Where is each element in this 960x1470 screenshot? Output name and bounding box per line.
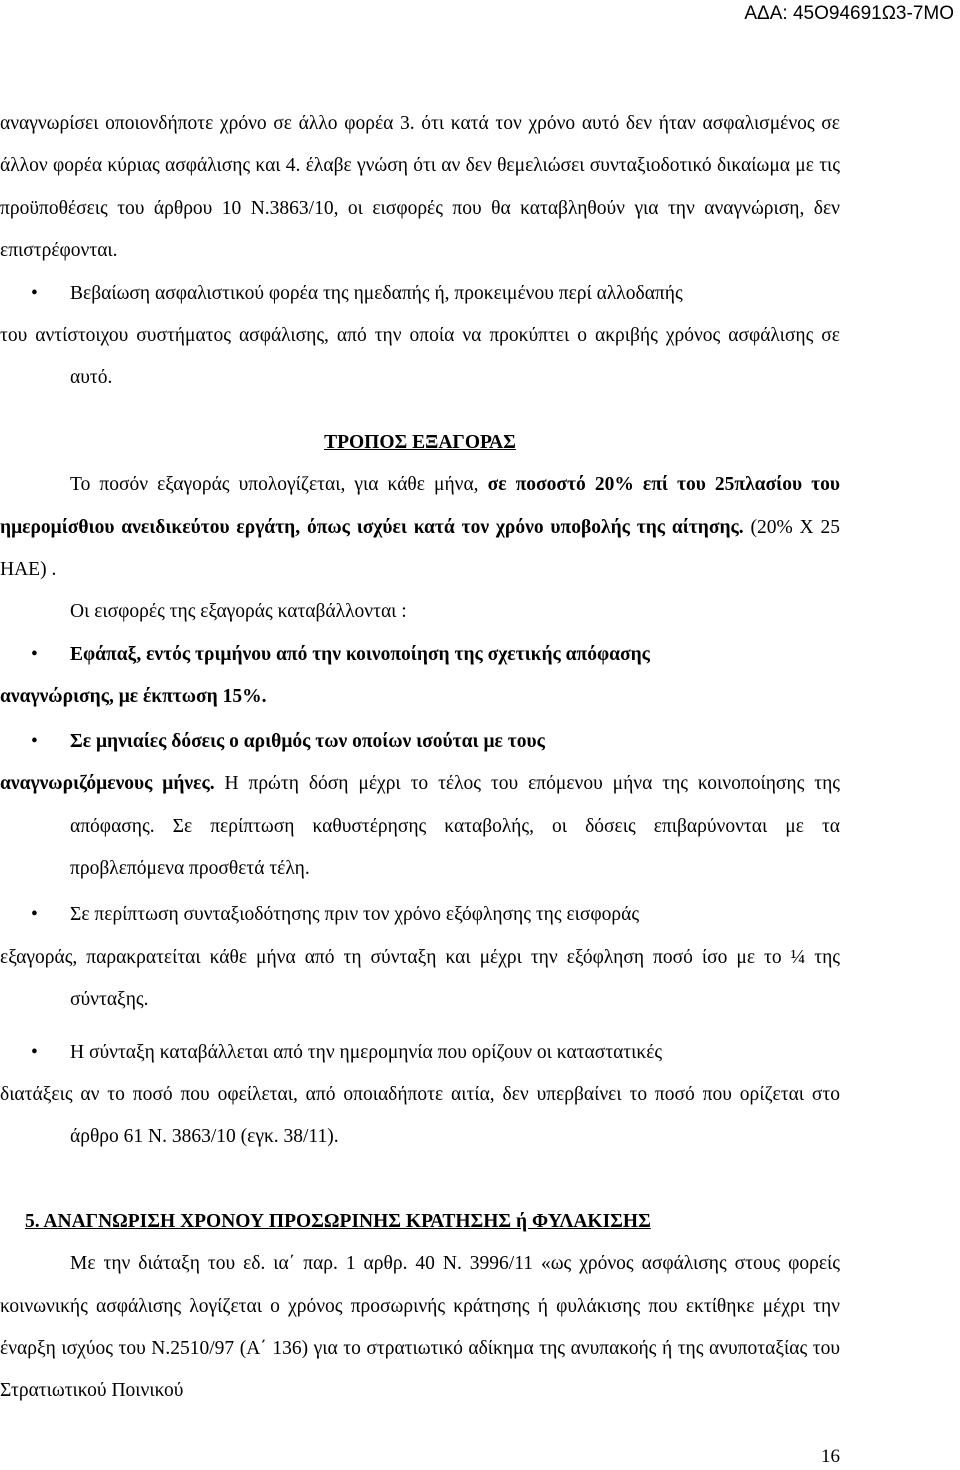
bullet-icon: • [31,282,38,304]
list-item [0,634,840,719]
paragraph-text: Το ποσόν εξαγοράς υπολογίζεται, για κάθε μήνα, [70,474,488,496]
section-heading-tropos-exagoras: ΤΡΟΠΟΣ ΕΞΑΓΟΡΑΣ [324,431,516,453]
paragraph-calculation [0,464,840,591]
list-item-text: Σε περίπτωση συνταξιοδότησης πριν τον χρόνο εξόφλησης της εισφοράς [70,904,640,926]
intro-paragraph: αναγνωρίσει οποιονδήποτε χρόνο σε άλλο φορέα 3. ότι κατά τον χρόνο αυτό δεν ήταν ασφαλισμένος σε άλλον φορέα κύριας ασφάλισης και 4. έλαβε γνώση ότι αν δεν θεμελιώσει συνταξιοδοτικό δικαίωμα με τις προϋποθέσεις του άρθρου 10 Ν.3863/10, οι εισφορές που θα καταβληθούν για την αναγνώριση, δεν επιστρέφονται. [0,113,840,262]
list-item-text: Εφάπαξ, εντός τριμήνου από την κοινοποίηση της σχετικής απόφασης [70,643,650,665]
bullet-icon: • [31,730,38,752]
list-item-continuation: Η πρώτη δόση μέχρι το τέλος του επόμενου μήνα της κοινοποίησης της απόφασης. Σε περίπτωση καθυστέρησης καταβολής, οι δόσεις επιβαρύνονται με τα προβλεπόμενα προσθετά τέλη. [70,773,841,879]
page-number: 16 [821,1446,840,1467]
ada-identifier: ΑΔΑ: 45Ο94691Ω3-7ΜΟ [744,3,954,24]
emphasis-text: σε ποσοστό 20% επί του 25πλασίου του ημερομίσθιου ανειδικεύτου εργάτη, όπως ισχύει κατά τον χρόνο υποβολής της αίτησης. [0,474,841,538]
list-item-text: Βεβαίωση ασφαλιστικού φορέα της ημεδαπής ή, προκειμένου περί αλλοδαπής [70,282,683,304]
paragraph-contributions: Οι εισφορές της εξαγοράς καταβάλλονται : [70,601,407,623]
list-item-text: Η σύνταξη καταβάλλεται από την ημερομηνία που ορίζουν οι καταστατικές [70,1041,663,1063]
list-item [0,721,840,891]
list-item-continuation-bold: αναγνωριζόμενους μήνες. [0,773,215,795]
document-body [0,103,840,1413]
list-item-continuation: εξαγοράς, παρακρατείται κάθε μήνα από τη σύνταξη και μέχρι την εξόφληση ποσό ίσο με το ¼ της σύνταξης. [0,946,840,1011]
list-item [0,894,840,1021]
bullet-icon: • [31,1041,38,1063]
bullet-icon: • [31,643,38,665]
list-item-continuation: του αντίστοιχου συστήματος ασφάλισης, από την οποία να προκύπτει ο ακριβής χρόνος ασφάλισης σε αυτό. [0,325,840,389]
list-item-text: Σε μηνιαίες δόσεις ο αριθμός των οποίων ισούται με τους [70,730,545,752]
formula-text: (20% Χ 25 ΗΑΕ) . [0,516,840,581]
section-heading-5: 5. ΑΝΑΓΝΩΡΙΣΗ ΧΡΟΝΟΥ ΠΡΟΣΩΡΙΝΗΣ ΚΡΑΤΗΣΗΣ ή ΦΥΛΑΚΙΣΗΣ [25,1210,651,1232]
list-item-continuation: διατάξεις αν το ποσό που οφείλεται, από οποιαδήποτε αιτία, δεν υπερβαίνει το ποσό που ορίζεται στο άρθρο 61 Ν. 3863/10 (εγκ. 38/11). [0,1083,840,1148]
section-5-paragraph: Με την διάταξη του εδ. ια΄ παρ. 1 αρθρ. 40 Ν. 3996/11 «ως χρόνος ασφάλισης στους φορείς κοινωνικής ασφάλισης λογίζεται ο χρόνος προσωρινής κράτησης ή φυλάκισης που εκτίθηκε μέχρι την έναρξη ισχύος του Ν.2510/97 (Α΄ 136) για το στρατιωτικό αδίκημα της ανυπακοής ή της ανυποταξίας του Στρατιωτικού Ποινικού [0,1253,840,1402]
list-item [0,1032,840,1159]
list-item [0,273,840,400]
bullet-icon: • [31,904,38,926]
list-item-continuation: αναγνώρισης, με έκπτωση 15%. [0,686,267,708]
